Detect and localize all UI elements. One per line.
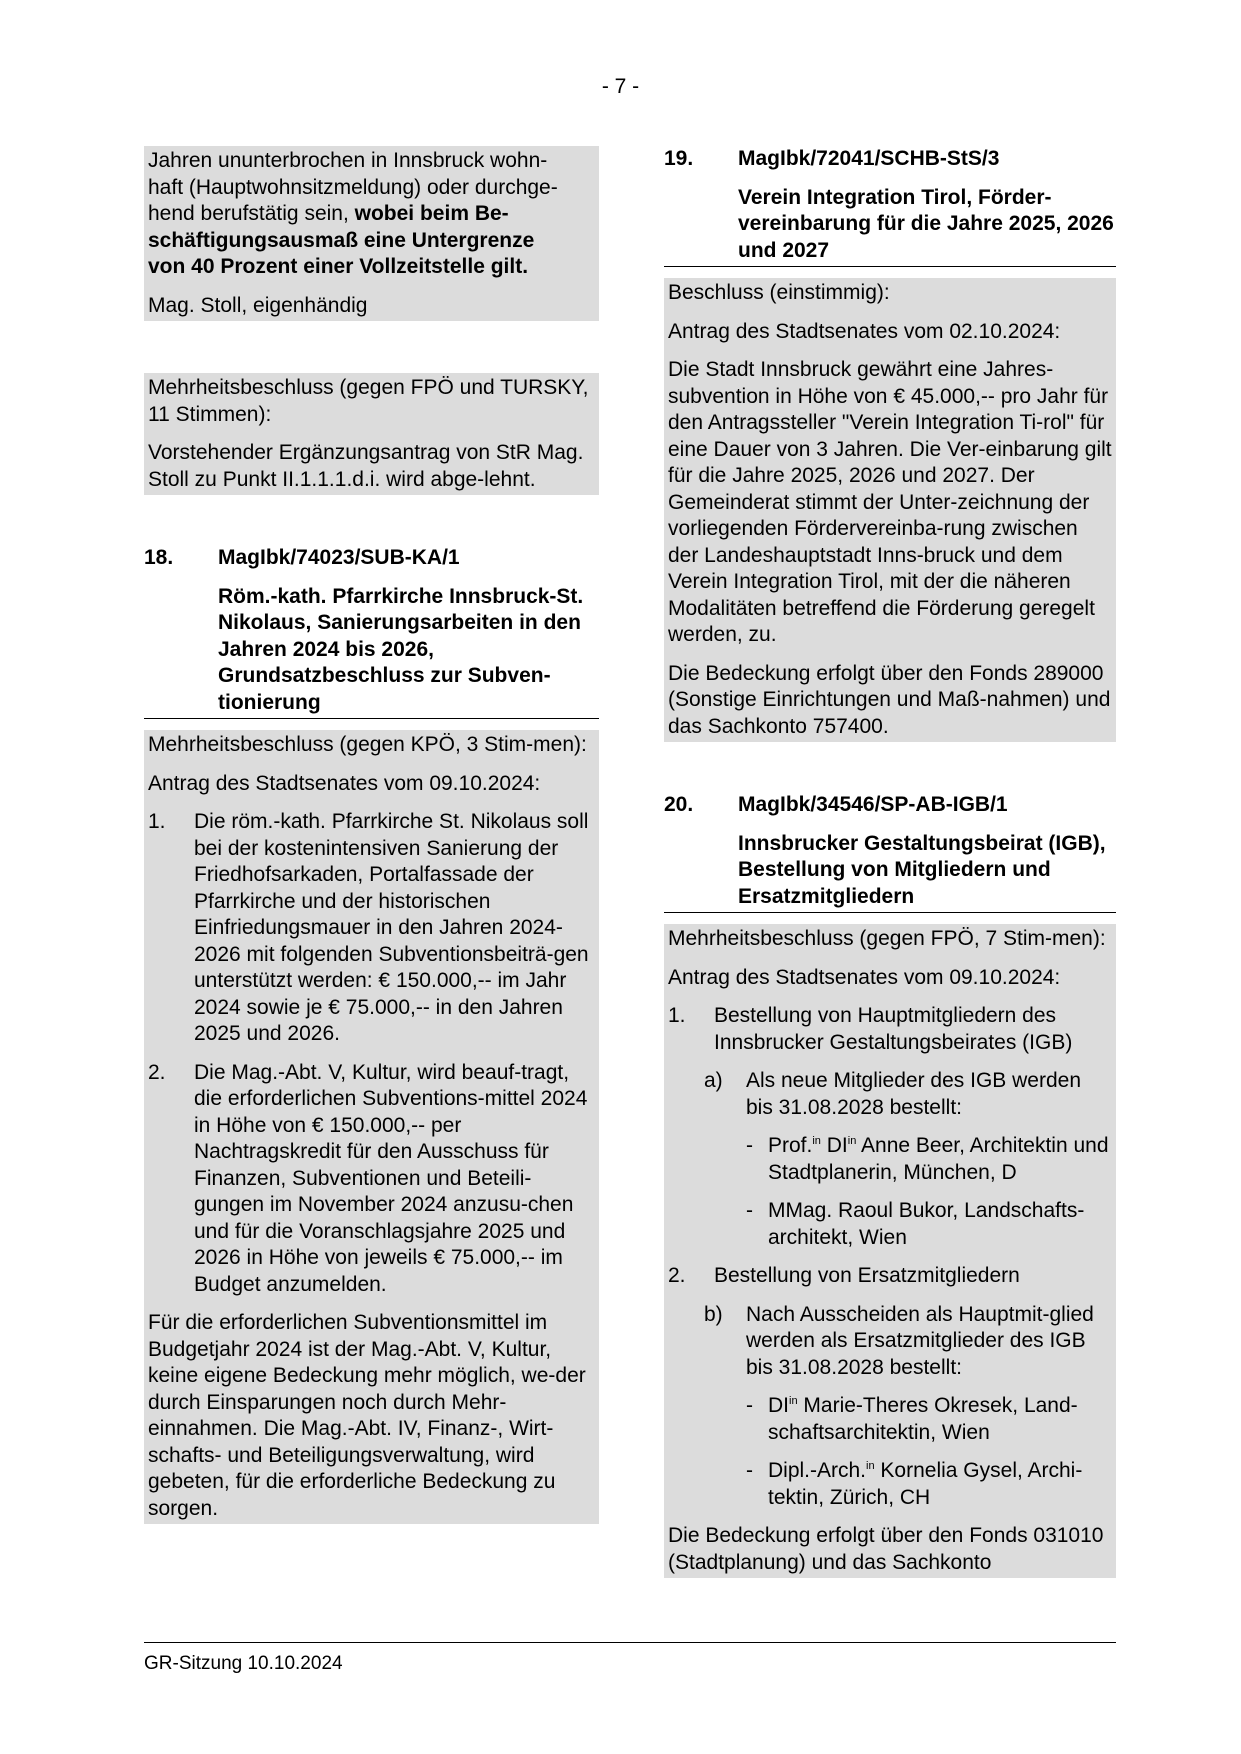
left-column bbox=[144, 146, 599, 1524]
item-20-body bbox=[664, 924, 1116, 1578]
list-item: 1. Bestellung von Hauptmitgliedern des Innsbrucker Gestaltungsbeirates (IGB) bbox=[668, 1004, 1073, 1054]
item-19-title: Verein Integration Tirol, Förder-vereinbarung für die Jahre 2025, 2026 und 2027 bbox=[738, 185, 1114, 262]
item-19-decision: Beschluss (einstimmig): bbox=[668, 281, 890, 304]
item-20-motion: Antrag des Stadtsenates vom 09.10.2024: bbox=[668, 965, 1061, 989]
item-19-text: Die Stadt Innsbruck gewährt eine Jahres-subvention in Höhe von € 45.000,-- pro Jahr für den Antragssteller "Verein Integration Ti-rol" für eine Dauer von 3 Jahren. Die Ver-einbarung gilt für die Jahre 2025, 2026 und 2027. Der Gemeinderat stimmt der Unter-zeichnung der vorliegenden Fördervereinba-rung zwischen der Landeshauptstadt Inns-bruck und dem Verein Integration Tirol, mit der die näheren Modalitäten betreffend die Förderung geregelt werden, zu. bbox=[668, 358, 1112, 646]
item-18-header bbox=[144, 545, 599, 719]
item-19 bbox=[664, 146, 1116, 742]
item-18 bbox=[144, 545, 599, 1524]
item-18-decision: Mehrheitsbeschluss (gegen KPÖ, 3 Stim-men): bbox=[148, 733, 587, 756]
continued-block bbox=[144, 146, 599, 321]
item-20-title: Innsbrucker Gestaltungsbeirat (IGB), Bestellung von Mitgliedern und Ersatzmitgliedern bbox=[738, 831, 1106, 908]
list-item: 2. Bestellung von Ersatzmitgliedern bbox=[668, 1264, 1020, 1287]
vote-block bbox=[144, 373, 599, 495]
item-20-number: 20. bbox=[664, 793, 694, 816]
item-20-header bbox=[664, 792, 1116, 913]
item-19-number: 19. bbox=[664, 147, 694, 170]
item-18-number: 18. bbox=[144, 546, 174, 569]
item-20-funding: Die Bedeckung erfolgt über den Fonds 031010 (Stadtplanung) und das Sachkonto bbox=[668, 1524, 1104, 1574]
item-18-title: Röm.-kath. Pfarrkirche Innsbruck-St. Nikolaus, Sanierungsarbeiten in den Jahren 2024 bis 2026, Grundsatzbeschluss zur Subven-tionierung bbox=[218, 584, 584, 714]
continued-text: Jahren ununterbrochen in Innsbruck wohn- haft (Hauptwohnsitzmeldung) oder durchge- hend berufstätig sein, wobei beim Be- schäftigungsausmaß eine Untergrenze von 40 Prozent einer Vollzeitstelle gilt. bbox=[148, 149, 558, 278]
item-19-header bbox=[664, 146, 1116, 267]
item-18-code: MagIbk/74023/SUB-KA/1 bbox=[218, 546, 460, 569]
vote-text: Vorstehender Ergänzungsantrag von StR Mag. Stoll zu Punkt II.1.1.1.d.i. wird abge-lehnt. bbox=[148, 441, 584, 491]
item-20 bbox=[664, 792, 1116, 1578]
footer bbox=[144, 1642, 1116, 1678]
item-19-motion: Antrag des Stadtsenates vom 02.10.2024: bbox=[668, 319, 1061, 343]
sub-item-a: a) Als neue Mitglieder des IGB werden bis 31.08.2028 bestellt: bbox=[704, 1069, 1082, 1119]
footer-text: GR-Sitzung 10.10.2024 bbox=[144, 1653, 343, 1674]
member-entry: - Prof.$^{in}$ $DI^{in}$ Anne Beer, Architektin und Stadtplanerin, München, D bbox=[746, 1134, 1109, 1184]
item-18-closing: Für die erforderlichen Subventionsmittel im Budgetjahr 2024 ist der Mag.-Abt. V, Kultur, keine eigene Bedeckung mehr möglich, we-der durch Einsparungen noch durch Mehr-einnahmen. Die Mag.-Abt. IV, Finanz-, Wirt-schafts- und Beteiligungsverwaltung, wird gebeten, für die erforderliche Bedeckung zu sorgen. bbox=[148, 1311, 586, 1520]
item-20-code: MagIbk/34546/SP-AB-IGB/1 bbox=[738, 793, 1008, 816]
item-18-motion: Antrag des Stadtsenates vom 09.10.2024: bbox=[148, 771, 541, 795]
item-19-body bbox=[664, 278, 1116, 742]
page-number: - 7 - bbox=[601, 75, 640, 98]
item-18-body bbox=[144, 730, 599, 1524]
member-entry: - MMag. Raoul Bukor, Landschafts-architekt, Wien bbox=[746, 1199, 1085, 1249]
list-item: 1. Die röm.-kath. Pfarrkirche St. Nikolaus soll bei der kostenintensiven Sanierung der Friedhofsarkaden, Portalfassade der Pfarrkirche und der historischen Einfriedungsmauer in den Jahren 2024-2026 mit folgenden Subventionsbeiträ-gen unterstützt werden: € 150.000,-- im Jahr 2024 sowie je € 75.000,-- in den Jahren 2025 und 2026. bbox=[148, 810, 589, 1045]
list-item: 2. Die Mag.-Abt. V, Kultur, wird beauf-tragt, die erforderlichen Subventions-mittel 2024 in Höhe von € 150.000,-- per Nachtragskredit für den Ausschuss für Finanzen, Subventionen und Beteili-gungen im November 2024 anzusu-chen und für die Voranschlagsjahre 2025 und 2026 in Höhe von jeweils € 75.000,-- im Budget anzumelden. bbox=[148, 1060, 588, 1296]
member-entry: - Dipl.-Arch.$^{in}$ Kornelia Gysel, Archi-tektin, Zürich, CH bbox=[746, 1459, 1083, 1509]
member-entry: - $DI^{in}$ Marie-Theres Okresek, Land-schaftsarchitektin, Wien bbox=[746, 1394, 1078, 1444]
right-column bbox=[664, 146, 1116, 1578]
signature: Mag. Stoll, eigenhändig bbox=[148, 293, 368, 317]
vote-decision: Mehrheitsbeschluss (gegen FPÖ und TURSKY, 11 Stimmen): bbox=[148, 376, 589, 426]
item-19-code: MagIbk/72041/SCHB-StS/3 bbox=[738, 147, 1000, 170]
item-19-funding: Die Bedeckung erfolgt über den Fonds 289000 (Sonstige Einrichtungen und Maß-nahmen) und das Sachkonto 757400. bbox=[668, 661, 1111, 738]
item-20-decision: Mehrheitsbeschluss (gegen FPÖ, 7 Stim-men): bbox=[668, 927, 1106, 950]
sub-item-b: b) Nach Ausscheiden als Hauptmit-glied werden als Ersatzmitglieder des IGB bis 31.08.2028 bestellt: bbox=[704, 1302, 1094, 1379]
